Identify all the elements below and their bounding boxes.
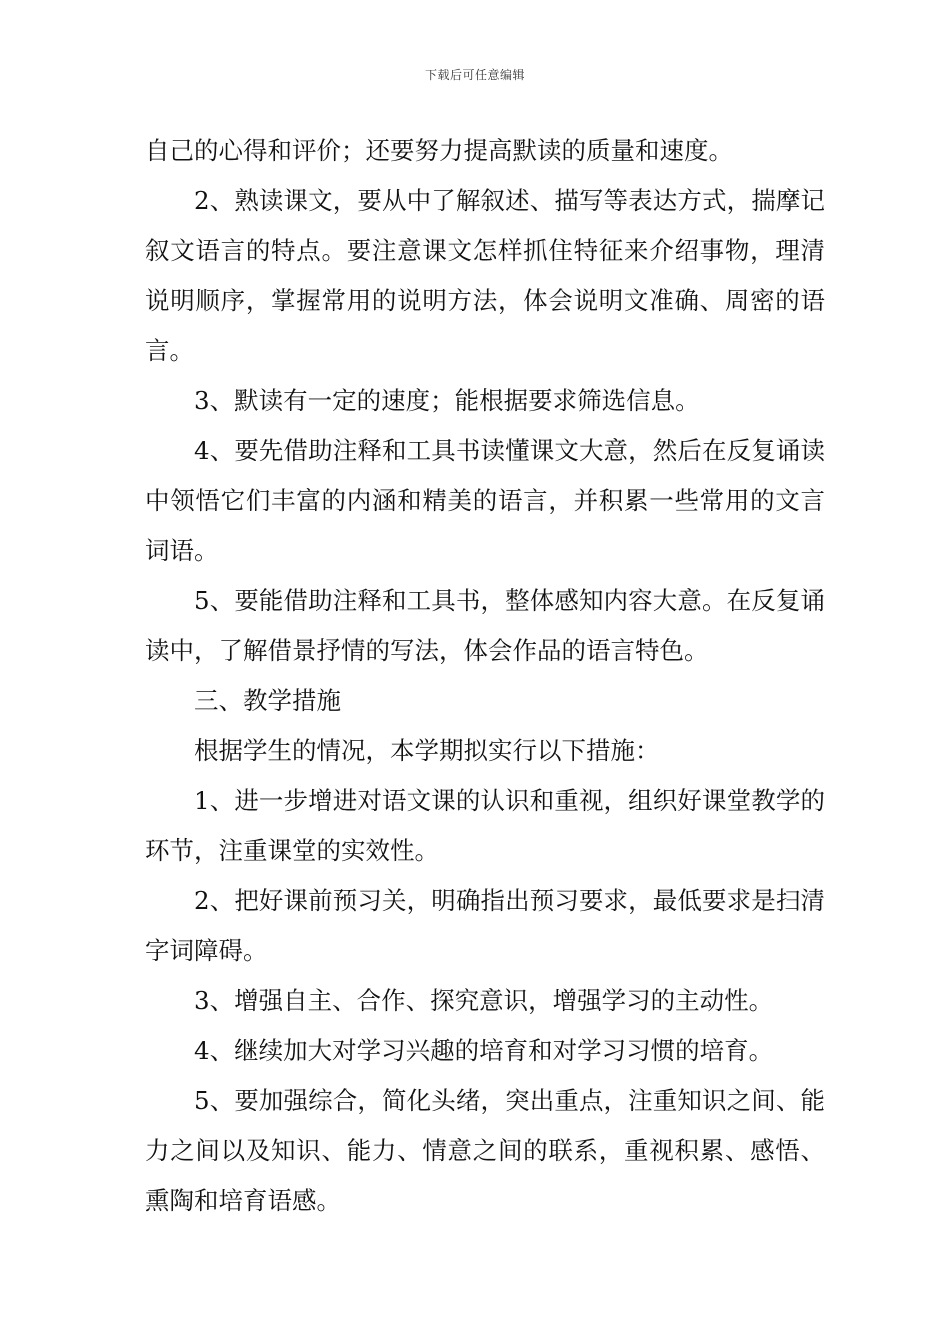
paragraph-item-2-reading: 2、熟读课文，要从中了解叙述、描写等表达方式，揣摩记叙文语言的特点。要注意课文怎样抓住特征来介绍事物，理清说明顺序，掌握常用的说明方法，体会说明文准确、周密的语言。 [145, 186, 825, 365]
paragraph-measures-intro: 根据学生的情况，本学期拟实行以下措施： [194, 736, 660, 765]
paragraph-measure-5: 5、要加强综合，简化头绪，突出重点，注重知识之间、能力之间以及知识、能力、情意之间的联系，重视积累、感悟、熏陶和培育语感。 [145, 1086, 825, 1215]
section-heading-teaching-measures: 三、教学措施 [194, 686, 341, 715]
paragraph-measure-4: 4、继续加大对学习兴趣的培育和对学习习惯的培育。 [194, 1036, 774, 1065]
paragraph-item-3-silent-reading: 3、默读有一定的速度；能根据要求筛选信息。 [194, 386, 700, 415]
paragraph-item-5-poetry: 5、要能借助注释和工具书，整体感知内容大意。在反复诵读中，了解借景抒情的写法，体会作品的语言特色。 [145, 586, 825, 665]
page-header: 下载后可任意编辑 [424, 68, 525, 82]
paragraph-measure-3: 3、增强自主、合作、探究意识，增强学习的主动性。 [194, 986, 774, 1015]
paragraph-continuation: 自己的心得和评价；还要努力提高默读的质量和速度。 [145, 136, 733, 165]
document-body [145, 126, 825, 1226]
paragraph-measure-2: 2、把好课前预习关，明确指出预习要求，最低要求是扫清字词障碍。 [145, 886, 825, 965]
paragraph-measure-1: 1、进一步增进对语文课的认识和重视，组织好课堂教学的环节，注重课堂的实效性。 [145, 786, 825, 865]
paragraph-item-4-classical-text: 4、要先借助注释和工具书读懂课文大意，然后在反复诵读中领悟它们丰富的内涵和精美的语言，并积累一些常用的文言词语。 [145, 436, 825, 565]
